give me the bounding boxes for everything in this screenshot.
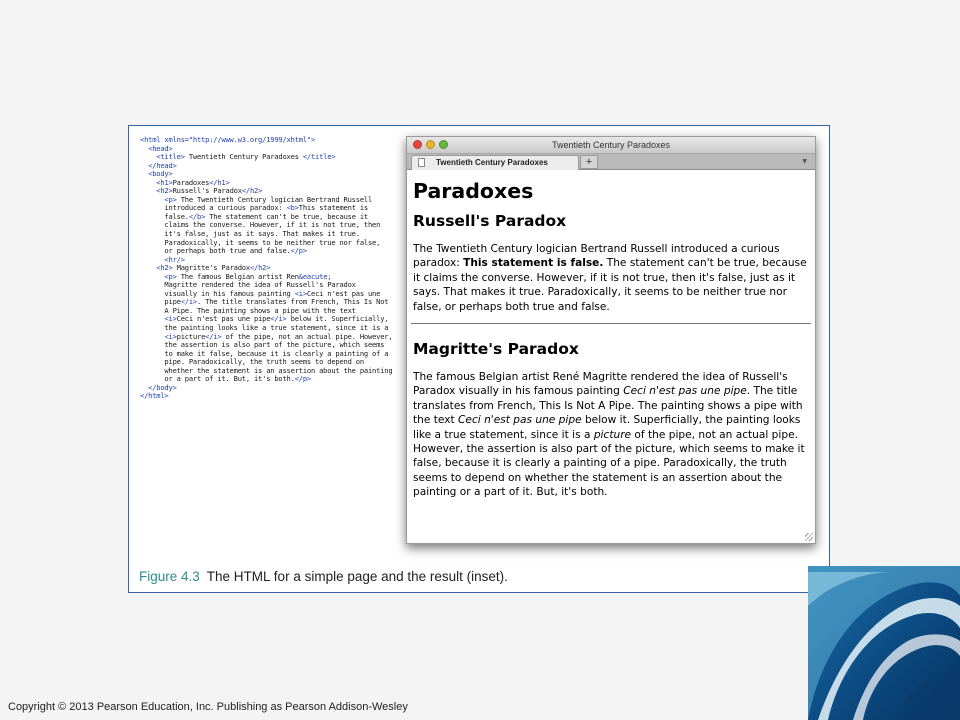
code-tag: <body> [140,169,173,179]
code-text: Ceci n'est pas une pipe [176,314,271,324]
code-text: . The title translates from French, This Is Not [197,297,389,307]
code-tag: <h1> [140,177,173,187]
code-tag: </p> [290,246,307,256]
horizontal-rule [411,323,811,324]
code-tag: &eacute; [298,271,332,281]
code-tag: <h2> [140,263,173,273]
resize-grip-icon[interactable] [805,533,813,541]
figure-caption [139,566,508,588]
code-text: below it. Superficially, [286,314,389,324]
code-text: picture [176,331,206,341]
code-tag: </p> [294,374,311,384]
code-tag: <i> [294,288,307,298]
window-titlebar [407,137,815,154]
magritte-text-a: The famous Belgian artist René Magritte rendered the idea of Russell's Paradox visually in his famous painting [413,371,788,398]
code-text: The famous Belgian artist Ren [176,271,299,281]
code-text: the assertion is also part of the picture, which seems [140,340,385,350]
code-text: of the pipe, not an actual pipe. However, [221,331,393,341]
code-tag: </html> [140,391,169,401]
figure-number: Figure 4.3 [139,569,200,584]
tab-twentieth-century-paradoxes[interactable] [411,155,579,170]
code-tag: <html xmlns="http://www.w3.org/1999/xhtml"> [140,135,316,144]
ocean-wave-image [808,566,960,720]
code-line [140,375,398,384]
magritte-heading: Magritte's Paradox [413,340,579,359]
code-text: claims the converse. However, if it is not true, then [140,220,381,230]
code-text: or a part of it. But, it's both. [140,374,295,384]
russell-bold-statement: This statement is false. [463,257,604,270]
code-text: the painting looks like a true statement, since it is a [140,323,389,333]
tabs-menu-chevron-icon[interactable]: ▼ [802,158,807,165]
russell-text-end: The statement can't be true, because it claims the converse. However, if it is not true, then it's false, just as it says. That makes it true. Paradoxically, it seems to be neither true nor false, or perhaps both true and false. [413,257,807,313]
code-text: A Pipe. The painting shows a pipe with the text [140,305,356,315]
code-tag: </title> [302,152,336,162]
caption-text: The HTML for a simple page and the result (inset). [206,569,508,584]
code-tag: </i> [270,314,287,324]
code-tag: </b> [188,211,206,221]
code-line [140,392,398,401]
code-text: it's false, just as it says. That makes it true. [140,229,360,239]
code-tag: <i> [164,331,177,341]
magritte-italic-1: Ceci n'est pas une pipe [623,385,747,398]
code-tag: <head> [140,143,173,153]
code-tag: </i> [205,331,222,341]
code-text: to make it false, because it is clearly a painting of a [140,348,389,358]
magritte-text-d: of the pipe, not an actual pipe. However, the assertion is also part of the picture, which seems to make it false, because it is clearly a painting of a pipe. Paradoxically, the truth seems to depend on whether the statement is an assertion about the painting or a part of it. But, it's both. [413,428,805,499]
code-tag: <p> [140,271,177,281]
code-text: The statement can't be true, because it [205,211,368,221]
code-text: or perhaps both true and false. [140,246,291,256]
russell-heading: Russell's Paradox [413,212,567,230]
code-text: Twentieth Century Paradoxes [184,152,303,162]
code-text: pipe [140,297,181,307]
new-tab-button[interactable]: + [580,155,598,169]
code-text: whether the statement is an assertion about the painting [140,365,393,375]
document-icon [418,158,425,167]
browser-window [406,136,816,544]
code-text: Paradoxes [172,177,210,187]
code-tag: </h2> [241,186,263,196]
code-text: Magritte rendered the idea of Russell's Paradox [140,280,356,290]
code-tag: </h1> [209,177,230,187]
magritte-italic-2: Ceci n'est pas une pipe [458,414,582,427]
code-tag: <title> [140,152,185,162]
code-tag: <b> [286,203,299,213]
magritte-italic-3: picture [593,428,632,441]
code-tag: </i> [180,297,198,307]
figure-panel [128,125,830,593]
code-text: visually in his famous painting [140,288,295,298]
magritte-text-c: below it. Superficially, the painting looks like a true statement, since it is a [413,414,801,441]
code-text: false. [140,211,189,221]
page-heading: Paradoxes [413,179,534,203]
russell-paragraph [413,242,809,314]
code-text: Russell's Paradox [172,186,242,196]
code-tag: </h2> [249,263,271,273]
magritte-paragraph [413,370,809,500]
code-tag: <h2> [140,186,173,196]
code-line [140,153,398,162]
code-tag: <p> [140,194,177,204]
code-line [140,162,398,171]
code-tag: <hr/> [140,254,185,264]
copyright-notice: Copyright © 2013 Pearson Education, Inc. Publishing as Pearson Addison-Wesley [8,701,408,713]
code-text: Paradoxically, it seems to be neither true nor false, [140,237,381,247]
code-text: Ceci n'est pas une [306,288,381,298]
code-tag: </head> [140,160,177,170]
tab-label: Twentieth Century Paradoxes [436,158,548,167]
code-line [140,136,398,145]
page-content [407,170,815,500]
code-text: pipe. Paradoxically, the truth seems to depend on [140,357,364,367]
code-text: The Twentieth Century logician Bertrand Russell [176,194,373,204]
magritte-text-b: . The title translates from French, This Is Not A Pipe. The painting shows a pipe with the text [413,385,803,427]
code-text: introduced a curious paradox: [140,203,287,213]
code-text: Magritte's Paradox [172,263,250,273]
tab-bar [407,154,815,170]
html-source-code [140,136,398,401]
code-text: This statement is [298,203,368,213]
russell-text-start: The Twentieth Century logician Bertrand Russell introduced a curious paradox: [413,243,780,270]
code-line [140,384,398,393]
code-tag: <i> [164,314,177,324]
window-title: Twentieth Century Paradoxes [551,140,671,150]
code-tag: </body> [140,382,177,392]
